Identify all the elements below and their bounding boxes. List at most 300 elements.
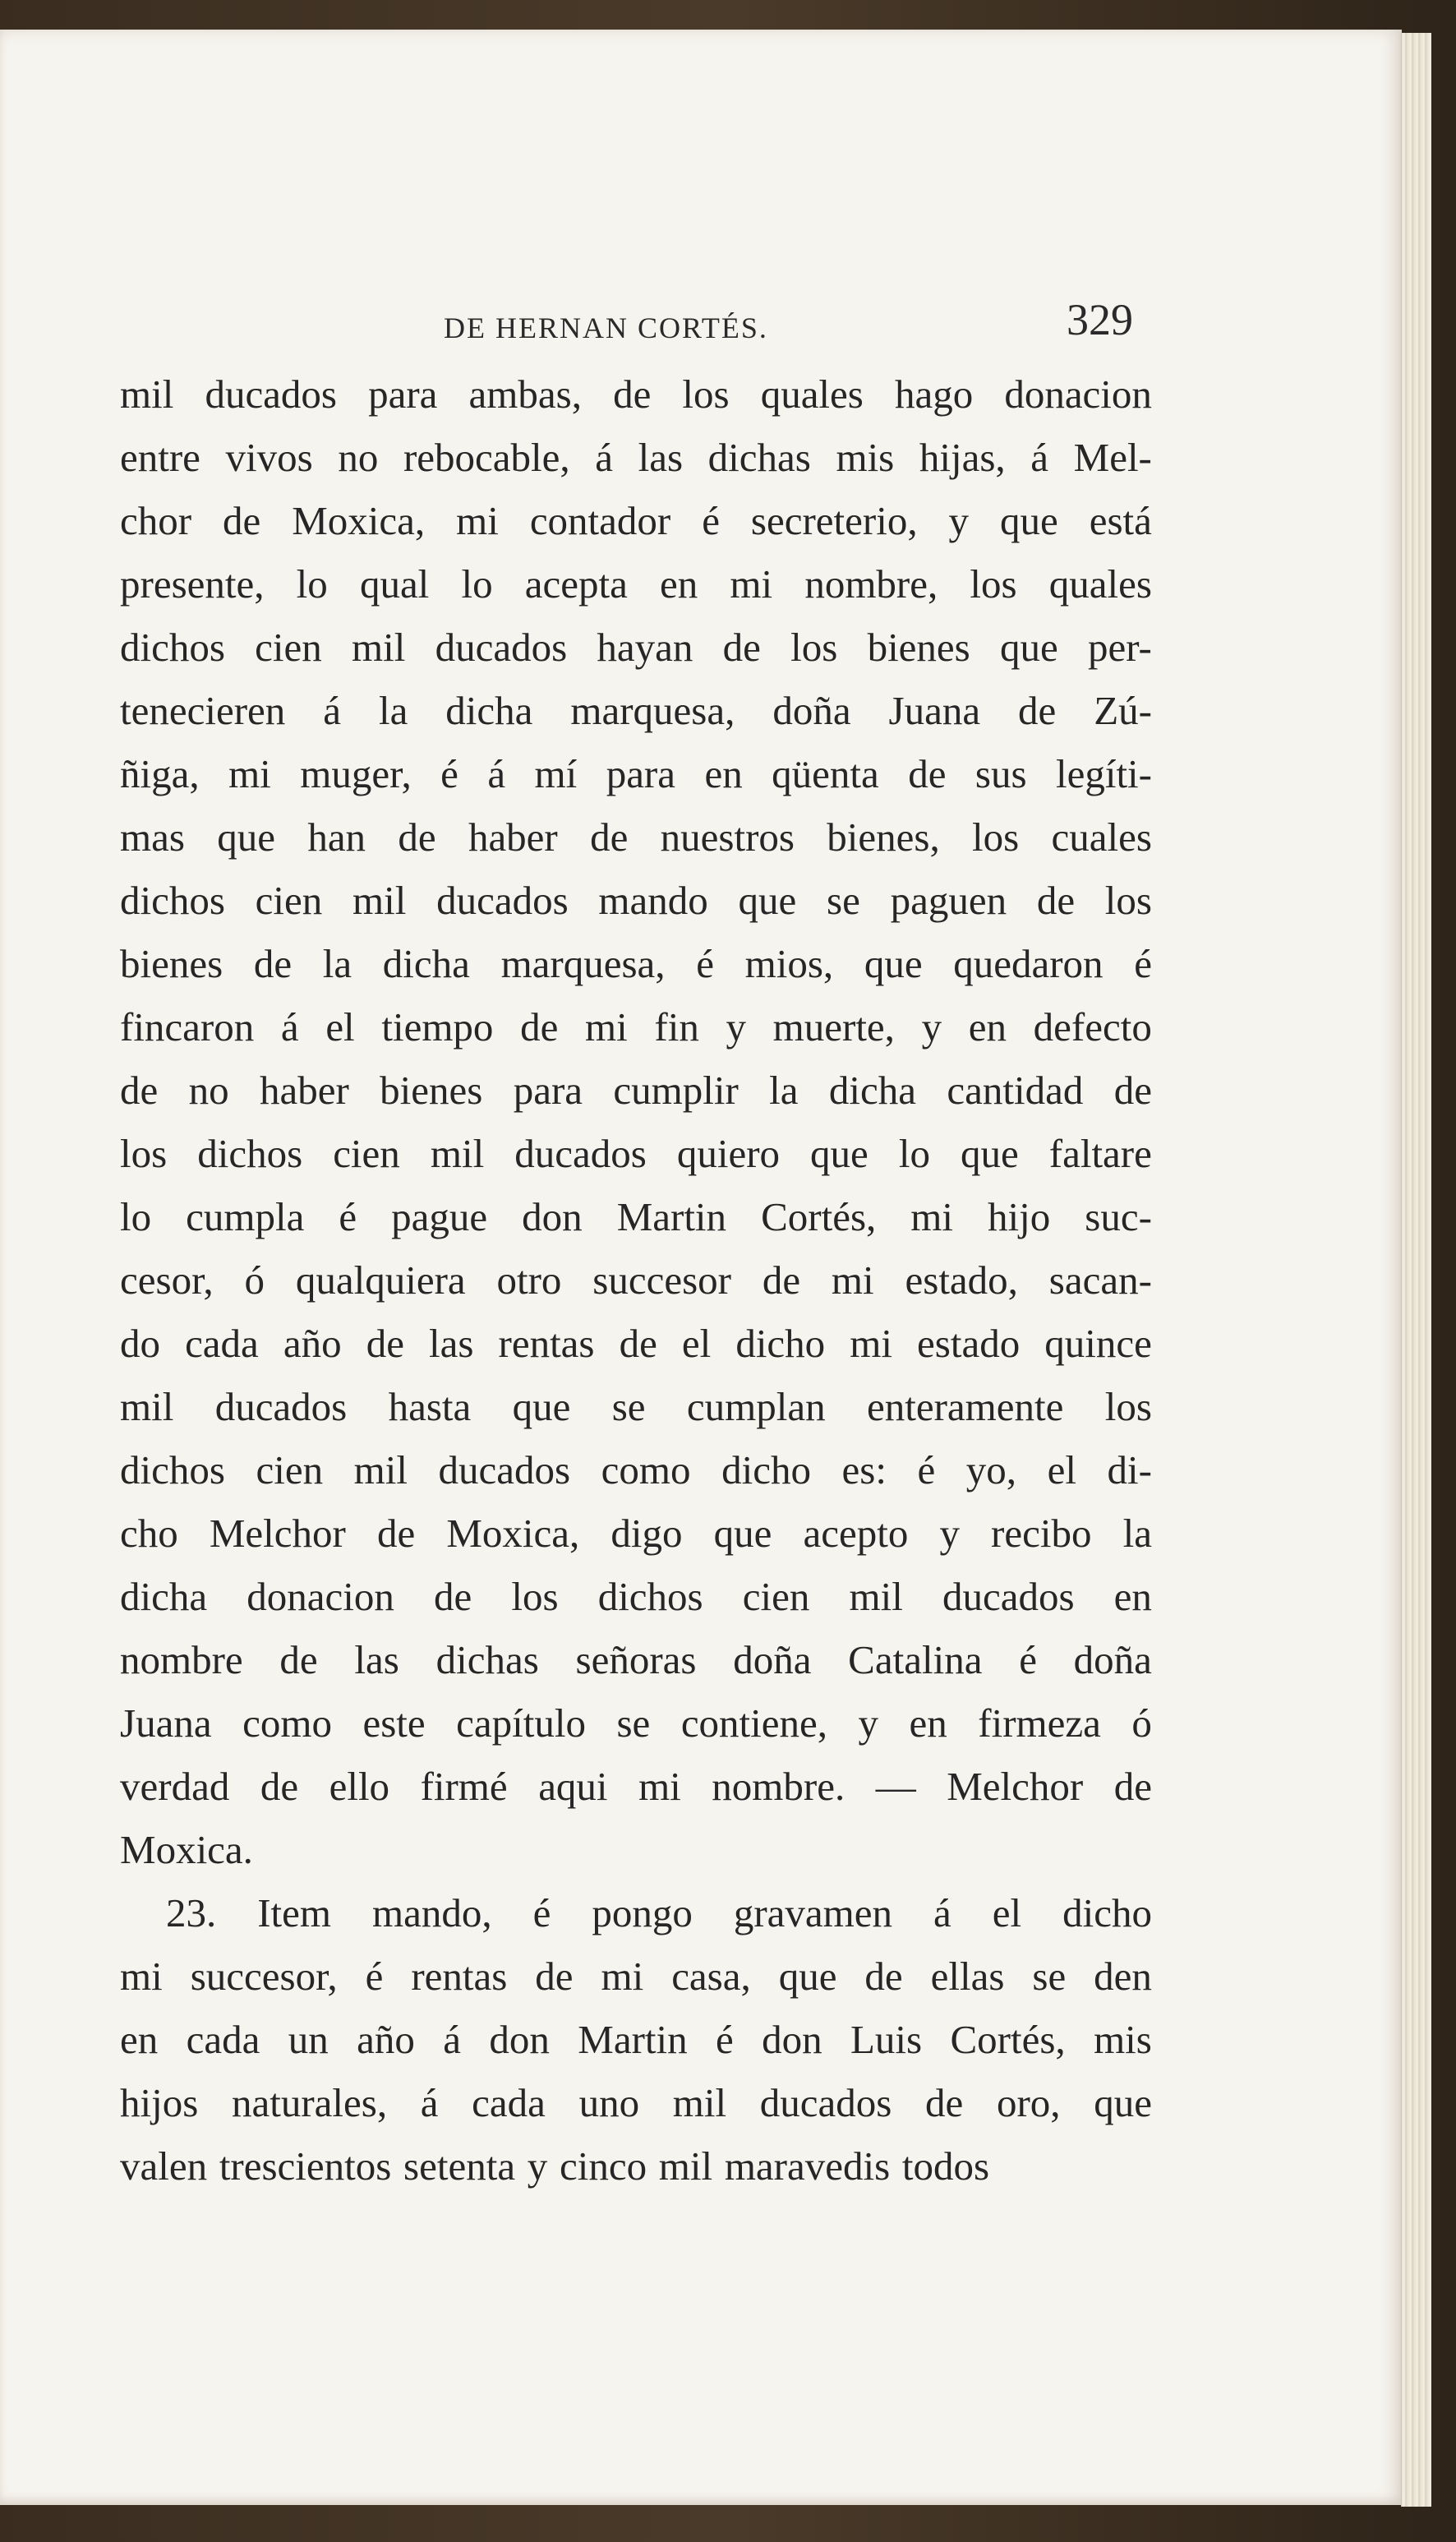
text-line bbox=[120, 426, 1152, 489]
word: Moxica. bbox=[120, 1827, 253, 1872]
word: mi bbox=[585, 1004, 628, 1050]
word: chor bbox=[120, 498, 192, 543]
word: de bbox=[1113, 1068, 1152, 1113]
word: ducados bbox=[514, 1131, 647, 1176]
word: que bbox=[1000, 498, 1058, 543]
word: se bbox=[827, 878, 860, 923]
word: los bbox=[511, 1574, 559, 1619]
word: quales bbox=[1048, 561, 1152, 607]
word: dichos bbox=[197, 1131, 303, 1176]
text-line bbox=[120, 1438, 1152, 1502]
word: hijas, bbox=[919, 435, 1006, 480]
word: hasta bbox=[388, 1384, 472, 1429]
word: de bbox=[535, 1954, 574, 1999]
text-line bbox=[120, 1185, 1152, 1248]
word: los bbox=[1104, 1384, 1152, 1429]
word: tenecieren bbox=[120, 688, 286, 733]
word: es: bbox=[841, 1447, 887, 1492]
word: é bbox=[339, 1194, 357, 1239]
word: año bbox=[283, 1321, 342, 1366]
word: per- bbox=[1087, 625, 1152, 670]
word: dicho bbox=[735, 1321, 826, 1366]
word: hayan bbox=[597, 625, 693, 670]
word: capítulo bbox=[456, 1700, 586, 1746]
word: de bbox=[376, 1511, 416, 1556]
word: don bbox=[762, 2017, 822, 2062]
word: mi bbox=[601, 1954, 644, 1999]
word: que bbox=[713, 1511, 772, 1556]
word: naturales, bbox=[231, 2080, 388, 2125]
text-line bbox=[120, 1565, 1152, 1628]
word: han bbox=[307, 814, 366, 860]
text-line bbox=[120, 1059, 1152, 1122]
text-line bbox=[120, 1122, 1152, 1185]
word: di- bbox=[1107, 1447, 1152, 1492]
word: la bbox=[769, 1068, 799, 1113]
word: uno bbox=[578, 2080, 640, 2125]
word: que bbox=[864, 941, 923, 986]
word: bienes bbox=[120, 941, 223, 986]
word: de bbox=[619, 1321, 657, 1366]
word: mios, bbox=[744, 941, 834, 986]
word: doña bbox=[1073, 1637, 1152, 1682]
text-line bbox=[120, 679, 1152, 742]
word: de bbox=[1113, 1764, 1152, 1809]
word: ducados bbox=[759, 2080, 892, 2125]
text-line bbox=[120, 805, 1152, 869]
book-page bbox=[0, 30, 1402, 2505]
word: de bbox=[260, 1764, 299, 1809]
word: no bbox=[188, 1068, 229, 1113]
text-line bbox=[120, 932, 1152, 995]
word: para bbox=[368, 371, 438, 417]
word: sacan- bbox=[1048, 1257, 1152, 1303]
word: mi bbox=[228, 751, 271, 796]
word: de bbox=[613, 371, 652, 417]
text-line bbox=[120, 1502, 1152, 1565]
word: sus bbox=[975, 751, 1027, 796]
word: cien bbox=[255, 625, 322, 670]
word: vivos bbox=[225, 435, 313, 480]
word: quedaron bbox=[953, 941, 1104, 986]
word: succesor bbox=[592, 1257, 731, 1303]
word: el bbox=[1047, 1447, 1076, 1492]
word: dicha bbox=[445, 688, 533, 733]
word: nombre, bbox=[804, 561, 938, 607]
word: á bbox=[595, 435, 613, 480]
word: cinco bbox=[559, 2143, 647, 2189]
word: mi bbox=[120, 1954, 163, 1999]
word: é bbox=[1134, 941, 1152, 986]
word: Martin bbox=[578, 2017, 688, 2062]
word: que bbox=[512, 1384, 571, 1429]
word: é bbox=[532, 1890, 551, 1935]
text-line bbox=[120, 2134, 1152, 2198]
word: estado bbox=[917, 1321, 1021, 1366]
text-line bbox=[120, 616, 1152, 679]
text-line bbox=[120, 362, 1152, 426]
word: ducados bbox=[438, 1447, 571, 1492]
word: do bbox=[120, 1321, 160, 1366]
word: mando, bbox=[372, 1890, 492, 1935]
word: estado, bbox=[905, 1257, 1018, 1303]
body-text bbox=[120, 362, 1152, 2198]
word: cantidad bbox=[947, 1068, 1084, 1113]
word: tiempo bbox=[381, 1004, 494, 1050]
word: la bbox=[378, 688, 408, 733]
word: ducados bbox=[942, 1574, 1075, 1619]
word: mil bbox=[658, 2143, 713, 2189]
word: ducados bbox=[214, 1384, 348, 1429]
word: un bbox=[288, 2017, 329, 2062]
word: é bbox=[716, 2017, 734, 2062]
word: dichos bbox=[120, 625, 225, 670]
word: hago bbox=[894, 371, 974, 417]
word: — bbox=[875, 1764, 916, 1809]
word: de bbox=[398, 814, 436, 860]
word: lo bbox=[898, 1131, 930, 1176]
word: para bbox=[513, 1068, 583, 1113]
word: que bbox=[738, 878, 797, 923]
word: cumplir bbox=[613, 1068, 739, 1113]
word: dicha bbox=[120, 1574, 208, 1619]
word: quiero bbox=[676, 1131, 781, 1176]
word: los bbox=[972, 814, 1020, 860]
word: otro bbox=[496, 1257, 562, 1303]
word: fin bbox=[654, 1004, 699, 1050]
word: Melchor bbox=[209, 1511, 346, 1556]
word: qualquiera bbox=[295, 1257, 466, 1303]
text-line bbox=[120, 489, 1152, 552]
word: Catalina bbox=[848, 1637, 983, 1682]
word: los bbox=[1104, 878, 1152, 923]
word: y bbox=[921, 1004, 942, 1050]
word: quince bbox=[1044, 1321, 1152, 1366]
word: este bbox=[362, 1700, 426, 1746]
word: los bbox=[970, 561, 1017, 607]
text-line bbox=[120, 1312, 1152, 1375]
word: Zú- bbox=[1094, 688, 1152, 733]
word: rebocable, bbox=[403, 435, 570, 480]
word: é bbox=[365, 1954, 384, 1999]
word: de bbox=[762, 1257, 801, 1303]
word: contador bbox=[529, 498, 671, 543]
word: dicho bbox=[1062, 1890, 1152, 1935]
word: Melchor bbox=[947, 1764, 1084, 1809]
word: y bbox=[726, 1004, 746, 1050]
word: á bbox=[280, 1004, 299, 1050]
word: defecto bbox=[1033, 1004, 1152, 1050]
word: lo bbox=[120, 1194, 152, 1239]
word: digo bbox=[611, 1511, 683, 1556]
word: cuales bbox=[1051, 814, 1152, 860]
word: de bbox=[279, 1637, 318, 1682]
word: de bbox=[120, 1068, 159, 1113]
word: dichos bbox=[120, 878, 225, 923]
word: Martin bbox=[616, 1194, 727, 1239]
word: en bbox=[704, 751, 743, 796]
word: yo, bbox=[965, 1447, 1017, 1492]
word: muerte, bbox=[772, 1004, 895, 1050]
word: como bbox=[601, 1447, 691, 1492]
word: de bbox=[590, 814, 629, 860]
word: Mel- bbox=[1073, 435, 1152, 480]
text-line bbox=[120, 1248, 1152, 1312]
word: ellas bbox=[930, 1954, 1005, 1999]
word: los bbox=[120, 1131, 168, 1176]
word: setenta bbox=[403, 2143, 516, 2189]
word: mí bbox=[534, 751, 578, 796]
word: cien bbox=[256, 1447, 324, 1492]
word: el bbox=[681, 1321, 712, 1366]
word: ducados bbox=[436, 878, 569, 923]
word: cien bbox=[333, 1131, 400, 1176]
word: mi bbox=[730, 561, 773, 607]
word: Luis bbox=[850, 2017, 923, 2062]
word: mil bbox=[120, 1384, 174, 1429]
word: á bbox=[1030, 435, 1049, 480]
word: cien bbox=[742, 1574, 810, 1619]
word: de bbox=[908, 751, 947, 796]
text-line bbox=[120, 1881, 1152, 1945]
word: que bbox=[960, 1131, 1019, 1176]
word: Moxica, bbox=[446, 1511, 580, 1556]
word: Cortés, bbox=[761, 1194, 877, 1239]
word: acepto bbox=[803, 1511, 909, 1556]
word: mi bbox=[638, 1764, 681, 1809]
word: mi bbox=[910, 1194, 954, 1239]
word: pague bbox=[391, 1194, 488, 1239]
word: para bbox=[606, 751, 676, 796]
word: nombre bbox=[120, 1637, 243, 1682]
word: cesor, bbox=[120, 1257, 214, 1303]
word: firmé bbox=[420, 1764, 508, 1809]
word: y bbox=[527, 2143, 548, 2189]
word: Juana bbox=[888, 688, 981, 733]
word: de bbox=[925, 2080, 964, 2125]
text-line bbox=[120, 1628, 1152, 1691]
word: mi bbox=[850, 1321, 892, 1366]
word: el bbox=[992, 1890, 1022, 1935]
word: ello bbox=[329, 1764, 390, 1809]
word: que bbox=[778, 1954, 837, 1999]
word: ducados bbox=[205, 371, 338, 417]
word: legíti- bbox=[1055, 751, 1152, 796]
text-line bbox=[120, 1375, 1152, 1438]
word: haber bbox=[259, 1068, 349, 1113]
word: qual bbox=[359, 561, 430, 607]
word: dichas bbox=[435, 1637, 539, 1682]
word: rentas bbox=[498, 1321, 595, 1366]
word: trescientos bbox=[219, 2143, 392, 2189]
word: como bbox=[242, 1700, 332, 1746]
word: fincaron bbox=[120, 1004, 255, 1050]
word: Item bbox=[257, 1890, 332, 1935]
word: mil bbox=[352, 625, 406, 670]
word: é bbox=[702, 498, 720, 543]
word: nombre. bbox=[712, 1764, 845, 1809]
word: cien bbox=[255, 878, 323, 923]
word: recibo bbox=[991, 1511, 1092, 1556]
word: bienes, bbox=[827, 814, 940, 860]
word: presente, bbox=[120, 561, 265, 607]
word: lo bbox=[296, 561, 328, 607]
page-number: 329 bbox=[1067, 295, 1133, 344]
word: mil bbox=[672, 2080, 727, 2125]
word: mil bbox=[849, 1574, 903, 1619]
word: los bbox=[790, 625, 838, 670]
word: é bbox=[440, 751, 458, 796]
word: acepta bbox=[524, 561, 628, 607]
word: Cortés, bbox=[950, 2017, 1066, 2062]
word: Moxica, bbox=[292, 498, 426, 543]
word: todos bbox=[901, 2143, 990, 2189]
word: gravamen bbox=[733, 1890, 893, 1935]
word: qüenta bbox=[772, 751, 879, 796]
text-line bbox=[120, 1691, 1152, 1755]
word: hijos bbox=[120, 2080, 199, 2125]
word: ó bbox=[244, 1257, 265, 1303]
word: la bbox=[1122, 1511, 1152, 1556]
word: mis bbox=[1094, 2017, 1152, 2062]
word: y bbox=[948, 498, 970, 543]
word: que bbox=[1094, 2080, 1152, 2125]
word: marquesa, bbox=[500, 941, 666, 986]
word: se bbox=[611, 1384, 646, 1429]
word: señoras bbox=[575, 1637, 697, 1682]
word: lo bbox=[461, 561, 493, 607]
word: dichos bbox=[120, 1447, 225, 1492]
word: nuestros bbox=[660, 814, 795, 860]
word: cumplan bbox=[686, 1384, 826, 1429]
text-line bbox=[120, 1755, 1152, 1818]
word: cada bbox=[186, 2017, 260, 2062]
word: don bbox=[489, 2017, 550, 2062]
word: á bbox=[933, 1890, 951, 1935]
word: entre bbox=[120, 435, 200, 480]
word: mis bbox=[836, 435, 895, 480]
word: de bbox=[1018, 688, 1057, 733]
word: mil bbox=[353, 1447, 408, 1492]
word: muger, bbox=[300, 751, 412, 796]
word: mil bbox=[120, 371, 174, 417]
word: marquesa, bbox=[570, 688, 735, 733]
word: que bbox=[217, 814, 275, 860]
word: y bbox=[939, 1511, 960, 1556]
word: de bbox=[722, 625, 761, 670]
word: cho bbox=[120, 1511, 178, 1556]
word: se bbox=[1032, 1954, 1067, 1999]
word: de bbox=[434, 1574, 472, 1619]
word: verdad bbox=[120, 1764, 230, 1809]
word: ñiga, bbox=[120, 751, 200, 796]
word: dicha bbox=[382, 941, 470, 986]
word: dicha bbox=[828, 1068, 917, 1113]
word: casa, bbox=[671, 1954, 751, 1999]
word: oro, bbox=[996, 2080, 1061, 2125]
word: mi bbox=[456, 498, 499, 543]
word: quales bbox=[760, 371, 864, 417]
word: valen bbox=[120, 2143, 208, 2189]
word: la bbox=[322, 941, 352, 986]
word: dicho bbox=[721, 1447, 811, 1492]
word: no bbox=[338, 435, 379, 480]
word: de bbox=[366, 1321, 404, 1366]
word: donacion bbox=[247, 1574, 394, 1619]
text-line bbox=[120, 995, 1152, 1059]
word: suc- bbox=[1085, 1194, 1152, 1239]
word: secreterio, bbox=[750, 498, 918, 543]
word: de bbox=[864, 1954, 903, 1999]
word: cumpla bbox=[186, 1194, 305, 1239]
word: que bbox=[810, 1131, 869, 1176]
word: de bbox=[253, 941, 293, 986]
word: faltare bbox=[1048, 1131, 1152, 1176]
text-line bbox=[120, 552, 1152, 616]
word: á bbox=[420, 2080, 439, 2125]
word: en bbox=[120, 2017, 159, 2062]
word: ó bbox=[1131, 1700, 1152, 1746]
word: bienes bbox=[380, 1068, 483, 1113]
word: enteramente bbox=[866, 1384, 1064, 1429]
word: que bbox=[999, 625, 1058, 670]
word: é bbox=[696, 941, 714, 986]
word: pongo bbox=[592, 1890, 693, 1935]
word: los bbox=[682, 371, 730, 417]
word: é bbox=[917, 1447, 936, 1492]
text-line bbox=[120, 2071, 1152, 2134]
word: mil bbox=[430, 1131, 485, 1176]
word: á bbox=[323, 688, 341, 733]
word: é bbox=[1019, 1637, 1037, 1682]
word: las bbox=[354, 1637, 399, 1682]
word: bienes bbox=[867, 625, 970, 670]
word: mas bbox=[120, 814, 185, 860]
word: en bbox=[909, 1700, 947, 1746]
word: de bbox=[1036, 878, 1076, 923]
word: den bbox=[1094, 1954, 1152, 1999]
word: de bbox=[520, 1004, 559, 1050]
word: está bbox=[1089, 498, 1152, 543]
word: hijo bbox=[988, 1194, 1051, 1239]
word: se bbox=[616, 1700, 651, 1746]
word: año bbox=[357, 2017, 415, 2062]
word: el bbox=[325, 1004, 355, 1050]
word: don bbox=[522, 1194, 583, 1239]
word: mi bbox=[831, 1257, 874, 1303]
word: en bbox=[968, 1004, 1007, 1050]
word: mil bbox=[352, 878, 407, 923]
word: rentas bbox=[411, 1954, 508, 1999]
word: ducados bbox=[435, 625, 568, 670]
word: firmeza bbox=[978, 1700, 1101, 1746]
word: haber bbox=[468, 814, 558, 860]
word: 23. bbox=[166, 1890, 217, 1935]
word: las bbox=[638, 435, 684, 480]
word: donacion bbox=[1004, 371, 1152, 417]
word: á bbox=[487, 751, 506, 796]
word: doña bbox=[772, 688, 851, 733]
word: doña bbox=[733, 1637, 812, 1682]
word: aqui bbox=[538, 1764, 608, 1809]
word: y bbox=[858, 1700, 879, 1746]
word: mando bbox=[598, 878, 708, 923]
text-line bbox=[120, 869, 1152, 932]
running-head: DE HERNAN CORTÉS. bbox=[444, 311, 768, 344]
word: contiene, bbox=[680, 1700, 828, 1746]
word: Juana bbox=[120, 1700, 212, 1746]
word: de bbox=[223, 498, 261, 543]
